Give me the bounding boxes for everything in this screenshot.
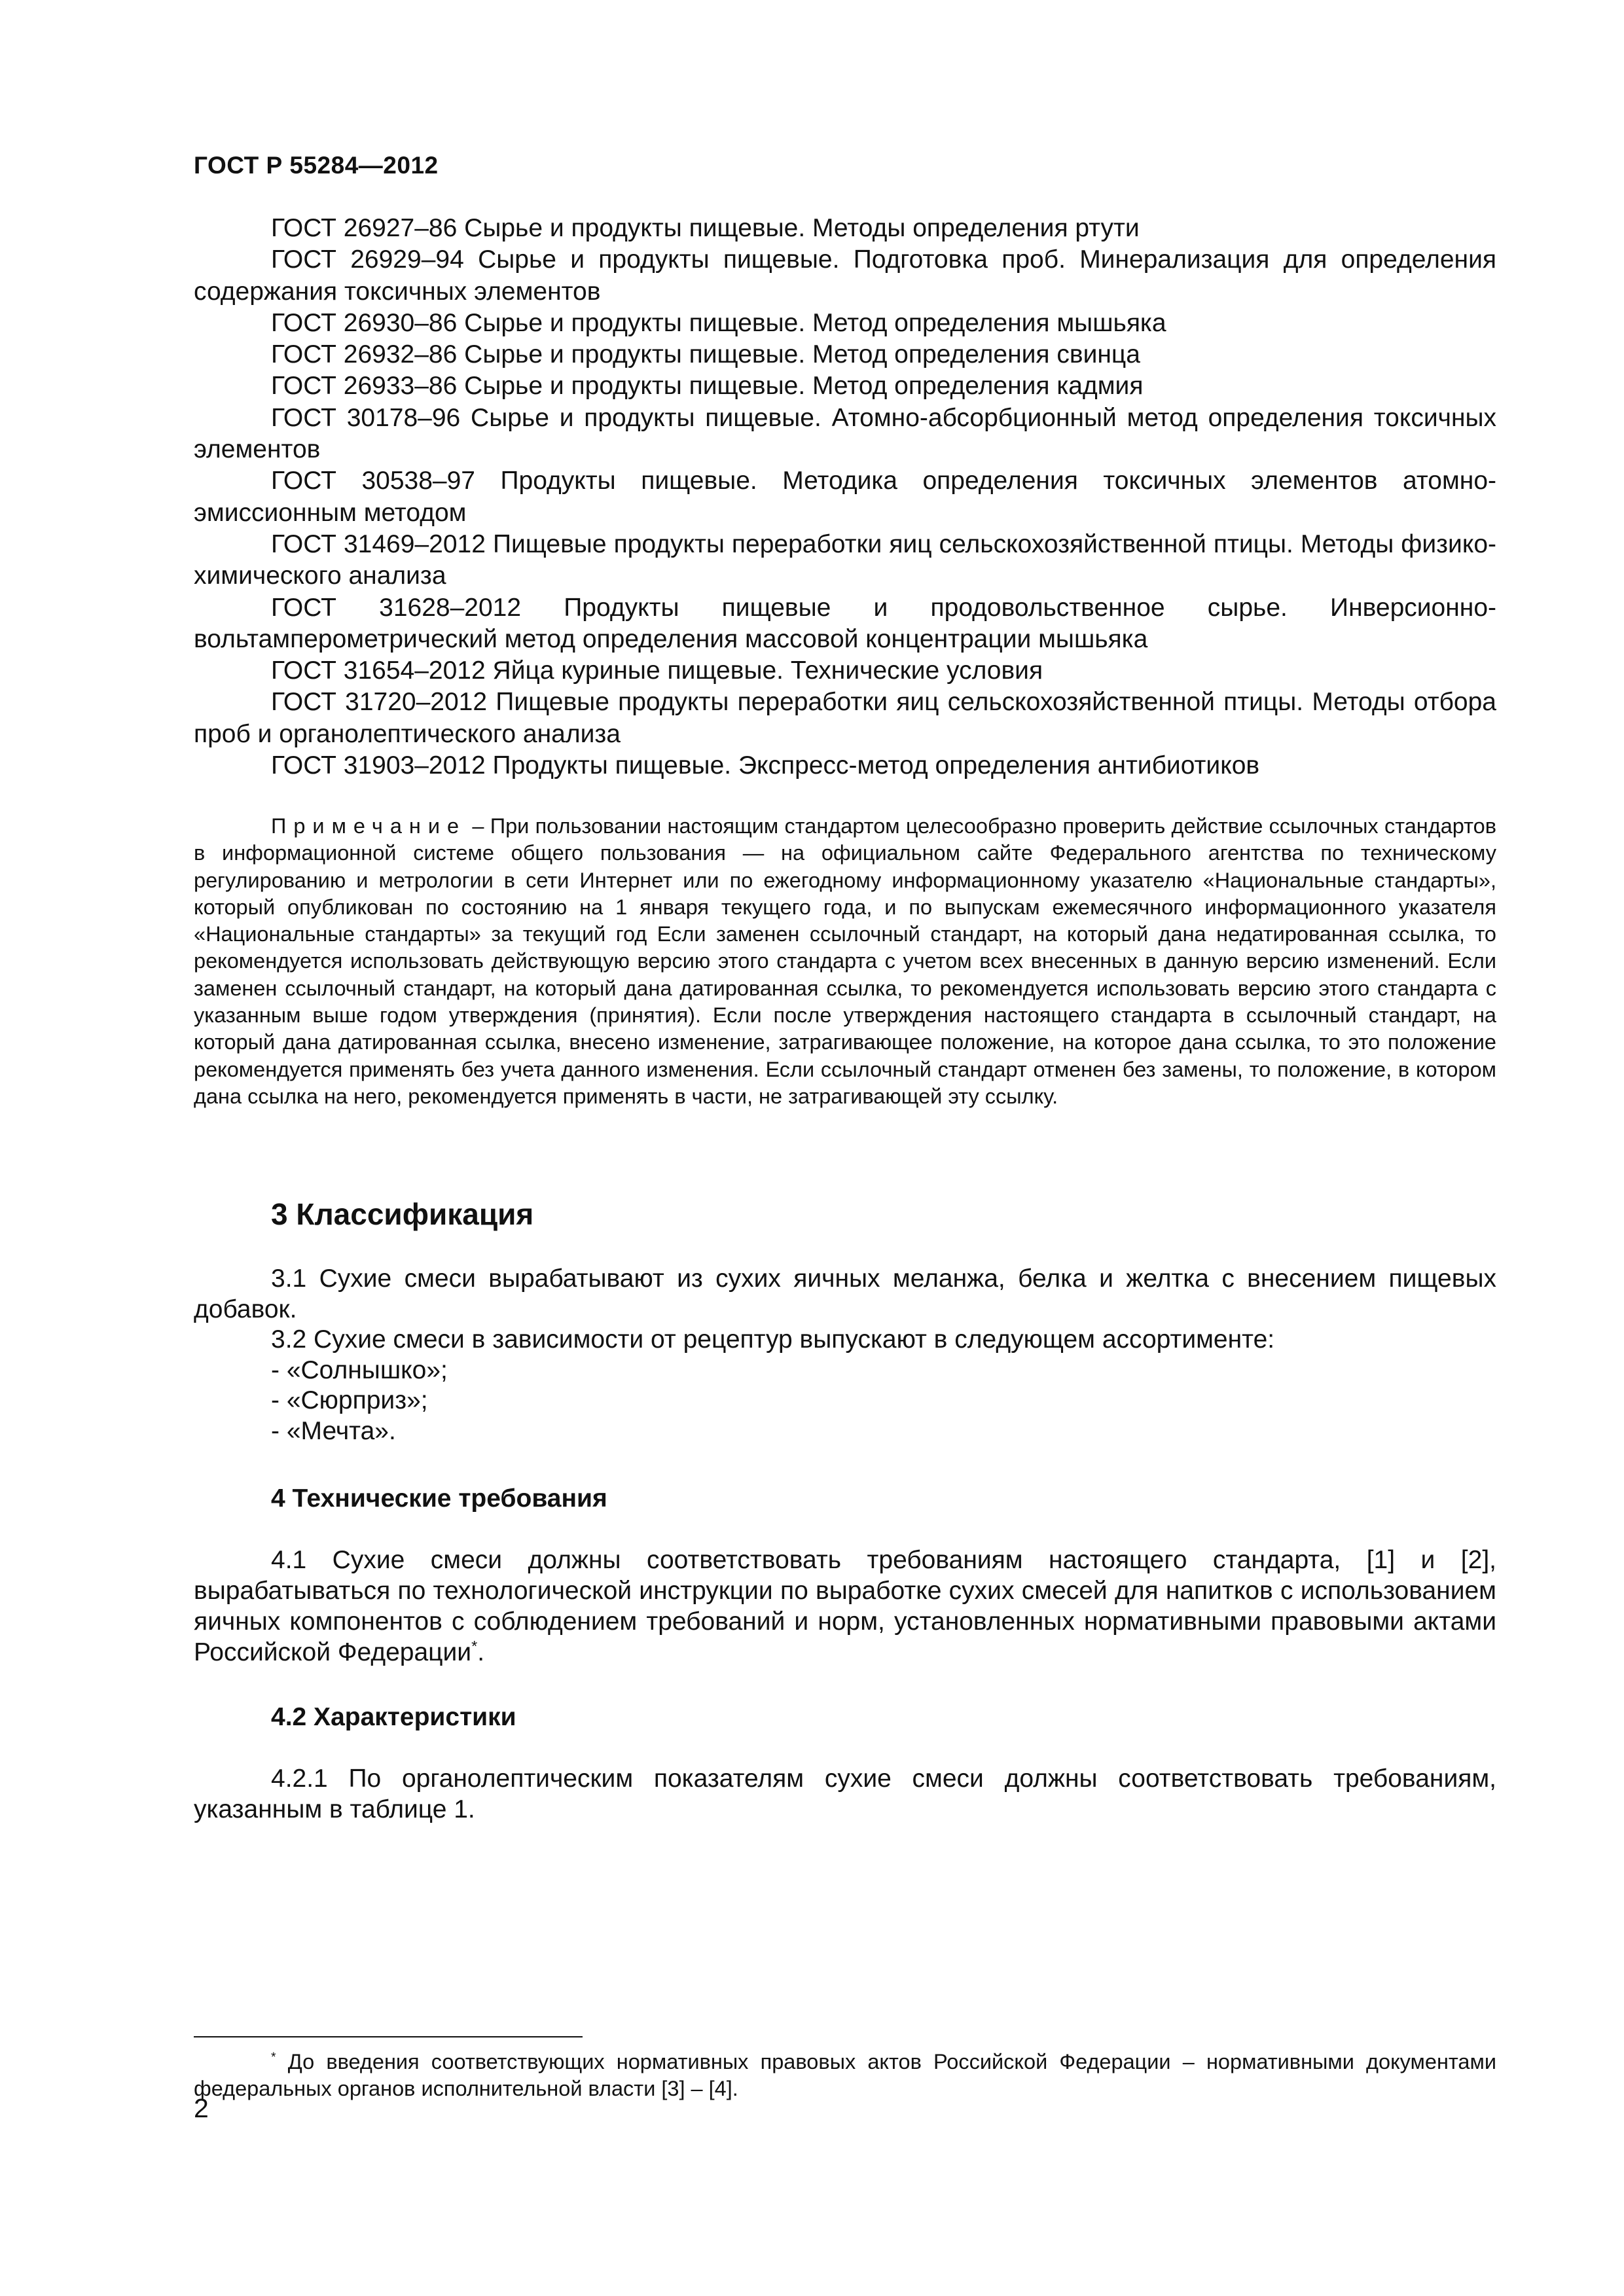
section-4-body xyxy=(194,1545,1496,1668)
note-block xyxy=(194,813,1496,1110)
section-4-2-title: 4.2 Характеристики xyxy=(271,1703,516,1731)
footnote-divider xyxy=(194,2036,583,2037)
reference-item: ГОСТ 31903–2012 Продукты пищевые. Экспресс-метод определения антибиотиков xyxy=(271,751,1260,780)
page-number: 2 xyxy=(194,2093,209,2123)
reference-item: ГОСТ 26930–86 Сырье и продукты пищевые. Метод определения мышьяка xyxy=(271,308,1166,337)
reference-item: ГОСТ 26929–94 Сырье и продукты пищевые. Подготовка проб. Минерализация для определения содержания токсичных элементов xyxy=(194,245,1496,306)
note-label: Примечание xyxy=(271,814,467,838)
paragraph-3-1: 3.1 Сухие смеси вырабатывают из сухих яичных меланжа, белка и желтка с внесением пищевых добавок. xyxy=(194,1265,1496,1323)
section-4-title: 4 Технические требования xyxy=(271,1484,607,1513)
list-item: - «Сюрприз»; xyxy=(271,1386,428,1414)
paragraph-3-2: 3.2 Сухие смеси в зависимости от рецептур выпускают в следующем ассортименте: xyxy=(271,1325,1275,1354)
section-3-body xyxy=(194,1264,1496,1446)
reference-item: ГОСТ 30538–97 Продукты пищевые. Методика определения токсичных элементов атомно-эмиссионным методом xyxy=(194,467,1496,527)
paragraph-4-2-1: 4.2.1 По органолептическим показателям сухие смеси должны соответствовать требованиям, указанным в таблице 1. xyxy=(194,1765,1496,1823)
list-item: - «Солнышко»; xyxy=(271,1355,448,1384)
reference-item: ГОСТ 31720–2012 Пищевые продукты переработки яиц сельскохозяйственной птицы. Методы отбора проб и органолептического анализа xyxy=(194,688,1496,748)
reference-item: ГОСТ 31628–2012 Продукты пищевые и продовольственное сырье. Инверсионно-вольтамперометрический метод определения массовой концентрации мышьяка xyxy=(194,593,1496,653)
section-3-title: 3 Классификация xyxy=(271,1197,534,1231)
list-item: - «Мечта». xyxy=(271,1416,396,1445)
footnote-text: До введения соответствующих нормативных правовых актов Российской Федерации – нормативными документами федеральных органов исполнительной власти [3] – [4]. xyxy=(194,2050,1497,2100)
reference-item: ГОСТ 26927–86 Сырье и продукты пищевые. Методы определения ртути xyxy=(271,214,1140,242)
footnote xyxy=(194,2049,1496,2102)
page-header: ГОСТ Р 55284—2012 xyxy=(194,152,439,179)
reference-item: ГОСТ 30178–96 Сырье и продукты пищевые. Атомно-абсорбционный метод определения токсичных элементов xyxy=(194,403,1497,464)
references-list xyxy=(194,213,1496,781)
reference-item: ГОСТ 31469–2012 Пищевые продукты переработки яиц сельскохозяйственной птицы. Методы физико-химического анализа xyxy=(194,529,1496,590)
note-text: – При пользовании настоящим стандартом целесообразно проверить действие ссылочных стандартов в информационной системе общего пользования — на официальном сайте Федерального агентства по техническому регулированию и метрологии в сети Интернет или по ежегодному информационному указателю «Национальные стандарты», который опубликован по состоянию на 1 января текущего года, и по выпускам ежемесячного информационного указателя «Национальные стандарты» за текущий год Если заменен ссылочный стандарт, на который дана недатированная ссылка, то рекомендуется использовать действующую версию этого стандарта с учетом всех внесенных в данную версию изменений. Если заменен ссылочный стандарт, на который дана датированная ссылка, то рекомендуется использовать версию этого стандарта с указанным выше годом утверждения (принятия). Если после утверждения настоящего стандарта в ссылочный стандарт, на который дана датированная ссылка, внесено изменение, затрагивающее положение, на которое дана ссылка, то это положение рекомендуется применять без учета данного изменения. Если ссылочный стандарт отменен без замены, то положение, в котором дана ссылка на него, рекомендуется применять в части, не затрагивающей эту ссылку. xyxy=(194,814,1496,1108)
footnote-ref: * xyxy=(471,1638,478,1655)
section-4-2-body xyxy=(194,1763,1496,1825)
reference-item: ГОСТ 26932–86 Сырье и продукты пищевые. Метод определения свинца xyxy=(271,340,1140,369)
reference-item: ГОСТ 31654–2012 Яйца куриные пищевые. Технические условия xyxy=(271,656,1043,685)
footnote-mark: * xyxy=(271,2050,276,2065)
reference-item: ГОСТ 26933–86 Сырье и продукты пищевые. Метод определения кадмия xyxy=(271,372,1144,401)
paragraph-4-1: 4.1 Сухие смеси должны соответствовать требованиям настоящего стандарта, [1] и [2], вырабатываться по технологической инструкции по выработке сухих смесей для напитков с использованием яичных компонентов с соблюдением требований и норм, установленных нормативными правовыми актами Российской Федерации*. xyxy=(194,1546,1496,1666)
